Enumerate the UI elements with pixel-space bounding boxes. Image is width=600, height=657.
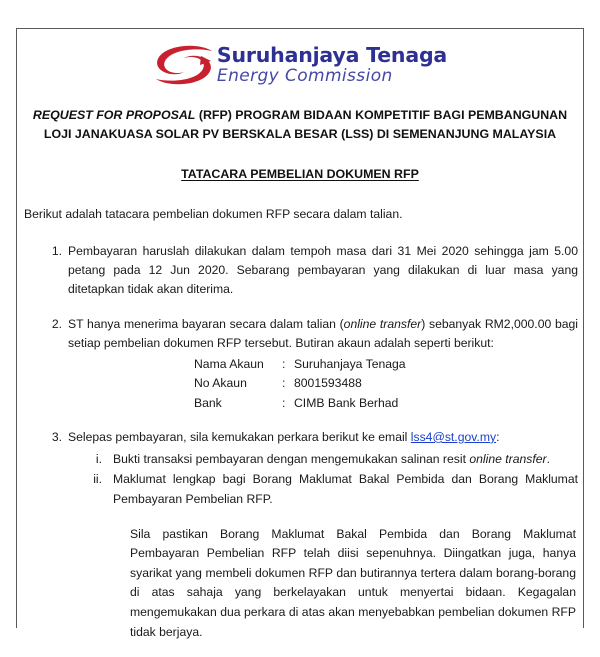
list-item-text: [68, 315, 578, 354]
list-item-number: 2.: [51, 316, 62, 331]
list-item: [22, 428, 578, 642]
list-item: [22, 242, 578, 300]
list-item: [22, 315, 578, 413]
sub-list-item: [68, 450, 578, 469]
item2-emphasis: online transfer: [343, 316, 422, 331]
closing-paragraph: Sila pastikan Borang Maklumat Bakal Pembida dan Borang Maklumat Pembayaran Pembelian RFP telah diisi sepenuhnya. Diingatkan juga, hanya syarikat yang membeli dokumen RFP dan butirannya tertera dalam borang-borang di atas sahaja yang berkelayakan untuk menyertai bidaan. Kegagalan mengemukakan dua perkara di atas akan menyebabkan pembelian dokumen RFP tidak berjaya.: [130, 526, 576, 639]
account-label: No Akaun: [194, 376, 247, 391]
account-value: CIMB Bank Berhad: [294, 395, 399, 410]
sub-item1-emphasis: online transfer: [469, 452, 547, 467]
document-content: [16, 28, 584, 657]
account-row: [194, 355, 578, 374]
email-link[interactable]: lss4@st.gov.my: [410, 429, 497, 444]
item2-text-after: ) sebanyak RM2,000.00 bagi setiap pembelian dokumen RFP tersebut. Butiran akaun adalah seperti berikut:: [68, 316, 578, 350]
item3-text-after: :: [496, 429, 500, 444]
logo-title: Suruhanjaya Tenaga: [216, 42, 448, 67]
procedure-list: [22, 242, 578, 642]
sub-item1-text-after: .: [546, 452, 550, 467]
item2-text-before: ST hanya menerima bayaran secara dalam talian (: [68, 316, 344, 331]
account-value: Suruhanjaya Tenaga: [294, 357, 406, 372]
page-title-line1-rest: (RFP) PROGRAM BIDAAN KOMPETITIF BAGI PEMBANGUNAN: [195, 108, 568, 122]
account-row: [194, 394, 578, 413]
intro-paragraph: Berikut adalah tatacara pembelian dokumen RFP secara dalam talian.: [24, 207, 403, 222]
account-label: Nama Akaun: [194, 357, 264, 372]
account-label: Bank: [194, 395, 222, 410]
page-title: [22, 106, 578, 144]
section-heading: TATACARA PEMBELIAN DOKUMEN RFP: [181, 167, 419, 182]
organization-logo: [22, 36, 578, 94]
sub-list-item-number: ii.: [93, 472, 102, 487]
bank-account-details: [194, 355, 578, 413]
suruhanjaya-tenaga-swoosh-icon: [153, 43, 215, 87]
account-colon: :: [282, 376, 286, 391]
logo-subtitle: Energy Commission: [216, 66, 393, 87]
sub-list-item-number: i.: [95, 452, 102, 467]
page-title-line2: LOJI JANAKUASA SOLAR PV BERSKALA BESAR (LSS) DI SEMENANJUNG MALAYSIA: [43, 127, 557, 142]
sub-list-item: [68, 470, 578, 509]
account-colon: :: [282, 395, 286, 410]
list-item-number: 1.: [51, 243, 62, 258]
page-title-italic-lead: REQUEST FOR PROPOSAL: [32, 108, 196, 122]
list-item-text: Pembayaran haruslah dilakukan dalam tempoh masa dari 31 Mei 2020 sehingga jam 5.00 petang pada 12 Jun 2020. Sebarang pembayaran yang dilakukan di luar masa yang ditetapkan tidak akan diterima.: [68, 243, 578, 297]
sub-item2-text: Maklumat lengkap bagi Borang Maklumat Bakal Pembida dan Borang Maklumat Pembayaran Pembelian RFP.: [113, 472, 578, 506]
sub-item1-text-before: Bukti transaksi pembayaran dengan mengemukakan salinan resit: [113, 452, 470, 467]
item3-text-before: Selepas pembayaran, sila kemukakan perkara berikut ke email: [68, 429, 411, 444]
procedure-sub-list: [68, 450, 578, 509]
account-colon: :: [282, 357, 286, 372]
account-row: [194, 374, 578, 393]
account-value: 8001593488: [294, 376, 362, 391]
list-item-text: [68, 428, 578, 447]
list-item-number: 3.: [51, 429, 62, 444]
